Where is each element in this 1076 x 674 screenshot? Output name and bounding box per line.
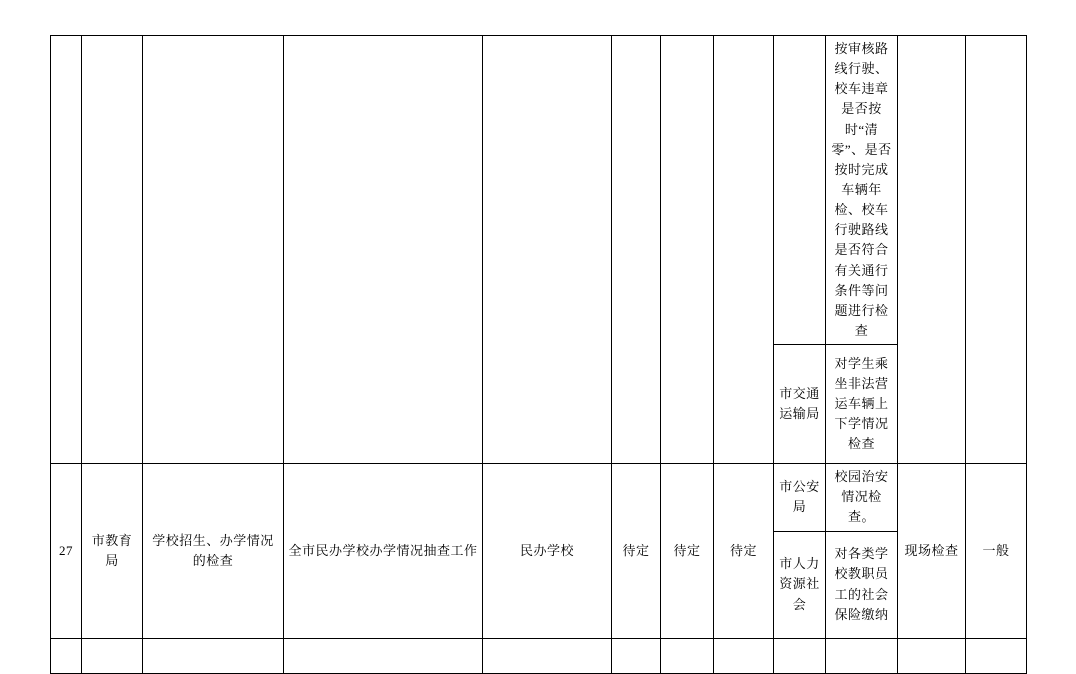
cell-coop-content-27-1: 校园治安情况检查。 xyxy=(826,464,898,531)
cell-cont-5 xyxy=(612,638,661,673)
cell-item-content-27: 全市民办学校办学情况抽查工作 xyxy=(284,464,483,638)
cell-coop-content-27-2: 对各类学校教职员工的社会保险缴纳 xyxy=(826,531,898,638)
cell-field1-27: 待定 xyxy=(612,464,661,638)
cell-field3-27: 待定 xyxy=(714,464,774,638)
cell-index-continued xyxy=(51,36,82,464)
cell-field2-continued xyxy=(661,36,714,464)
cell-cont-8 xyxy=(774,638,826,673)
cell-item-name-continued xyxy=(143,36,284,464)
cell-cont-3 xyxy=(284,638,483,673)
cell-item-name-27: 学校招生、办学情况的检查 xyxy=(143,464,284,638)
cell-cont-11 xyxy=(966,638,1027,673)
cell-coop-content-continued-2: 对学生乘坐非法营运车辆上下学情况检查 xyxy=(826,345,898,464)
cell-coop-dept-continued-2: 市交通运输局 xyxy=(774,345,826,464)
cell-cont-0 xyxy=(51,638,82,673)
cell-department-27: 市教育局 xyxy=(82,464,143,638)
cell-cont-10 xyxy=(898,638,966,673)
cell-coop-dept-27-2: 市人力资源社会 xyxy=(774,531,826,638)
cell-field1-continued xyxy=(612,36,661,464)
cell-method-27: 现场检查 xyxy=(898,464,966,638)
cell-level-27: 一般 xyxy=(966,464,1027,638)
cell-cont-2 xyxy=(143,638,284,673)
cell-level-continued xyxy=(966,36,1027,464)
cell-cont-1 xyxy=(82,638,143,673)
table-row xyxy=(51,464,1027,531)
cell-coop-dept-27-1: 市公安局 xyxy=(774,464,826,531)
cell-cont-4 xyxy=(483,638,612,673)
cell-cont-7 xyxy=(714,638,774,673)
cell-item-content-continued xyxy=(284,36,483,464)
cell-index-27: 27 xyxy=(51,464,82,638)
table-row xyxy=(51,36,1027,345)
cell-coop-content-continued-1: 按审核路线行驶、校车违章是否按时“清零”、是否按时完成车辆年检、校车行驶路线是否符合有关通行条件等问题进行检查 xyxy=(826,36,898,345)
cell-department-continued xyxy=(82,36,143,464)
cell-field2-27: 待定 xyxy=(661,464,714,638)
inspection-items-table xyxy=(50,35,1027,674)
cell-object-continued xyxy=(483,36,612,464)
cell-object-27: 民办学校 xyxy=(483,464,612,638)
cell-cont-9 xyxy=(826,638,898,673)
cell-method-continued xyxy=(898,36,966,464)
cell-field3-continued xyxy=(714,36,774,464)
cell-cont-6 xyxy=(661,638,714,673)
table-row-continuation xyxy=(51,638,1027,673)
cell-coop-dept-continued-1 xyxy=(774,36,826,345)
